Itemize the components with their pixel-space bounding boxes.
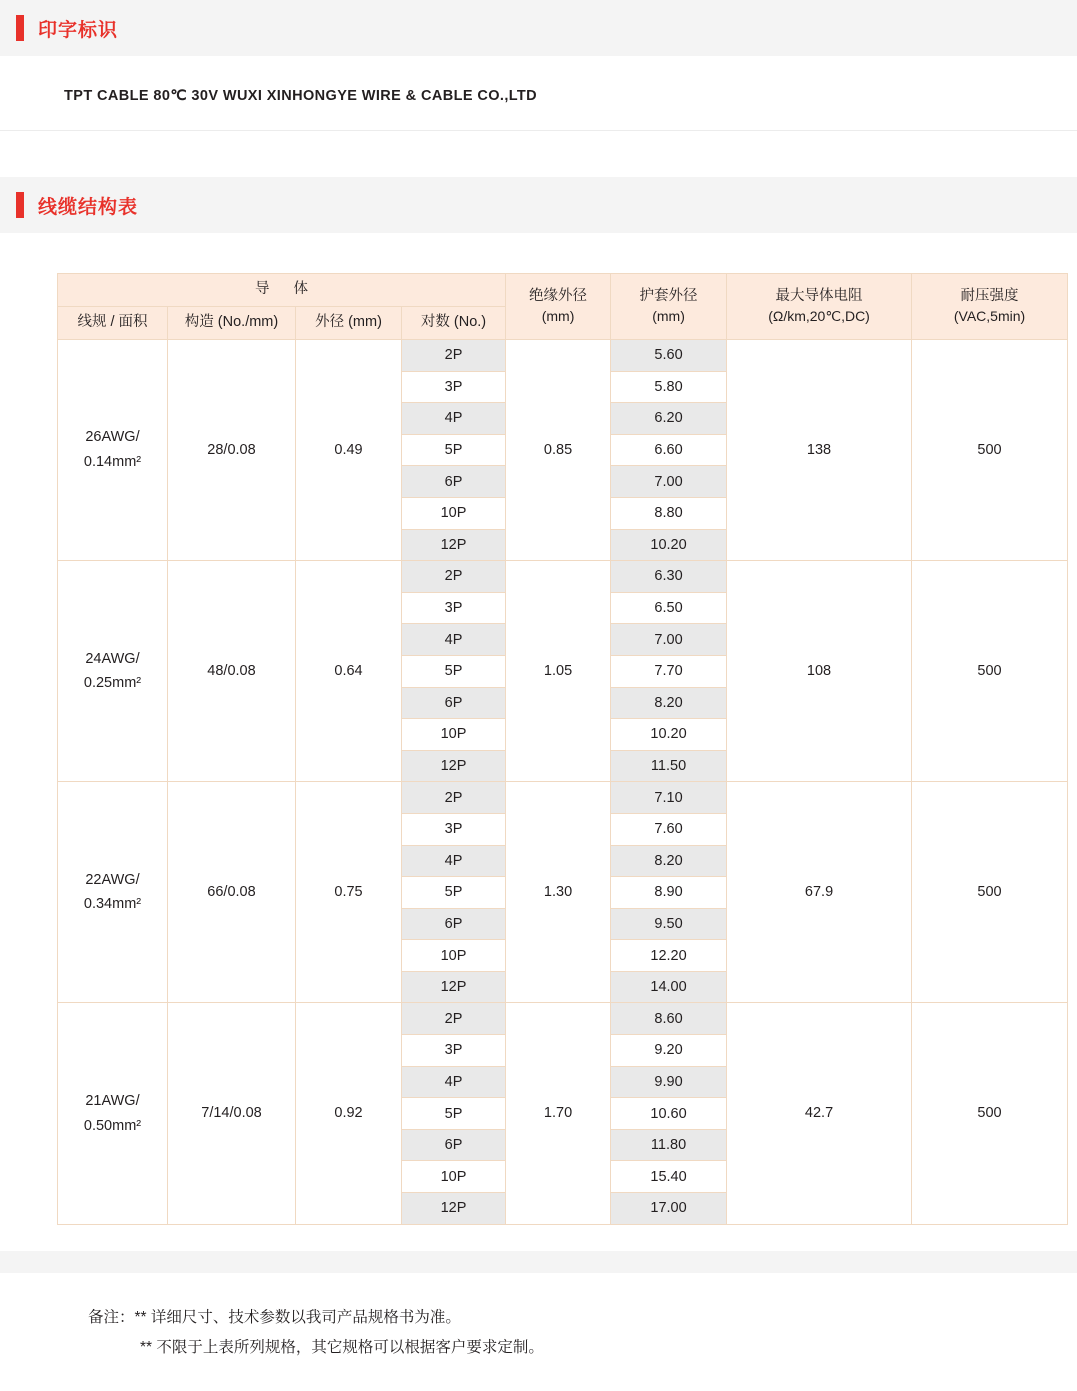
cell-pair-count: 4P <box>402 624 506 656</box>
structure-table-wrapper <box>0 233 1077 1225</box>
table-row <box>58 782 1068 814</box>
cell-jacket-diameter: 10.20 <box>611 719 727 751</box>
cell-jacket-diameter: 17.00 <box>611 1193 727 1225</box>
cell-max-conductor-resistance: 138 <box>727 340 912 561</box>
cell-conductor-outer-diameter: 0.92 <box>296 1003 402 1224</box>
cable-structure-table <box>57 273 1068 1225</box>
cell-dielectric-strength: 500 <box>912 561 1068 782</box>
cell-pair-count: 10P <box>402 940 506 972</box>
header-pair-count: 对数 (No.) <box>402 307 506 340</box>
cell-pair-count: 10P <box>402 1161 506 1193</box>
cell-insulation-diameter: 1.05 <box>506 561 611 782</box>
cell-pair-count: 12P <box>402 1193 506 1225</box>
cell-pair-count: 2P <box>402 340 506 372</box>
cell-pair-count: 6P <box>402 1129 506 1161</box>
cell-jacket-diameter: 7.00 <box>611 466 727 498</box>
section-title-print-marking: 印字标识 <box>38 19 119 41</box>
cell-pair-count: 6P <box>402 687 506 719</box>
cell-pair-count: 10P <box>402 497 506 529</box>
header-insulation-diameter-line1: 绝缘外径 <box>529 288 588 305</box>
table-head-row-1 <box>58 274 1068 307</box>
cell-pair-count: 5P <box>402 655 506 687</box>
cell-jacket-diameter: 5.80 <box>611 371 727 403</box>
print-marking-divider <box>0 130 1077 131</box>
cell-jacket-diameter: 12.20 <box>611 940 727 972</box>
cell-insulation-diameter: 1.70 <box>506 1003 611 1224</box>
cell-jacket-diameter: 8.20 <box>611 687 727 719</box>
cell-jacket-diameter: 11.50 <box>611 750 727 782</box>
cell-insulation-diameter: 0.85 <box>506 340 611 561</box>
cell-pair-count: 3P <box>402 1035 506 1067</box>
header-resistance-line1: 最大导体电阻 <box>775 288 863 305</box>
cell-pair-count: 2P <box>402 561 506 593</box>
cell-pair-count: 4P <box>402 403 506 435</box>
cell-pair-count: 3P <box>402 371 506 403</box>
cell-jacket-diameter: 6.60 <box>611 434 727 466</box>
cell-pair-count: 6P <box>402 908 506 940</box>
header-jacket-diameter-line1: 护套外径 <box>639 288 698 305</box>
cell-gauge-area: 22AWG/ 0.34mm² <box>58 782 168 1003</box>
cell-pair-count: 3P <box>402 813 506 845</box>
header-conductor-group-label: 导 体 <box>255 281 319 298</box>
note-line-2: ** 不限于上表所列规格，其它规格可以根据客户要求定制。 <box>140 1338 544 1356</box>
cell-construction: 66/0.08 <box>168 782 296 1003</box>
cell-jacket-diameter: 10.20 <box>611 529 727 561</box>
cell-jacket-diameter: 7.10 <box>611 782 727 814</box>
cell-conductor-outer-diameter: 0.49 <box>296 340 402 561</box>
cell-jacket-diameter: 9.90 <box>611 1066 727 1098</box>
section-header-structure <box>0 177 1077 233</box>
cell-jacket-diameter: 6.50 <box>611 592 727 624</box>
cell-pair-count: 10P <box>402 719 506 751</box>
cell-jacket-diameter: 6.30 <box>611 561 727 593</box>
header-conductor-group <box>58 274 506 307</box>
cell-construction: 28/0.08 <box>168 340 296 561</box>
cell-max-conductor-resistance: 67.9 <box>727 782 912 1003</box>
notes-block <box>0 1273 1077 1363</box>
cell-pair-count: 5P <box>402 1098 506 1130</box>
header-jacket-diameter <box>611 274 727 340</box>
cell-jacket-diameter: 10.60 <box>611 1098 727 1130</box>
cell-jacket-diameter: 8.60 <box>611 1003 727 1035</box>
table-body <box>58 340 1068 1225</box>
cell-pair-count: 3P <box>402 592 506 624</box>
header-conductor-outer-diameter: 外径 (mm) <box>296 307 402 340</box>
cell-jacket-diameter: 11.80 <box>611 1129 727 1161</box>
header-jacket-diameter-line2: (mm) <box>652 307 685 324</box>
header-resistance-line2: (Ω/km,20℃,DC) <box>768 307 870 324</box>
header-voltage-line1: 耐压强度 <box>960 288 1019 305</box>
table-row <box>58 1003 1068 1035</box>
print-marking-text: TPT CABLE 80℃ 30V WUXI XINHONGYE WIRE & CABLE CO.,LTD <box>64 88 538 104</box>
cell-conductor-outer-diameter: 0.75 <box>296 782 402 1003</box>
cell-jacket-diameter: 9.20 <box>611 1035 727 1067</box>
cell-gauge-area: 26AWG/ 0.14mm² <box>58 340 168 561</box>
note-line-1: 备注：** 详细尺寸、技术参数以我司产品规格书为准。 <box>88 1308 461 1326</box>
header-dielectric-strength <box>912 274 1068 340</box>
table-row <box>58 340 1068 372</box>
cell-dielectric-strength: 500 <box>912 782 1068 1003</box>
cell-dielectric-strength: 500 <box>912 1003 1068 1224</box>
cell-pair-count: 5P <box>402 434 506 466</box>
section-title-structure: 线缆结构表 <box>38 196 139 218</box>
header-construction: 构造 (No./mm) <box>168 307 296 340</box>
cell-pair-count: 5P <box>402 877 506 909</box>
cell-pair-count: 2P <box>402 1003 506 1035</box>
accent-bar-icon <box>16 192 24 218</box>
cell-pair-count: 12P <box>402 529 506 561</box>
cell-gauge-area: 21AWG/ 0.50mm² <box>58 1003 168 1224</box>
cell-jacket-diameter: 7.00 <box>611 624 727 656</box>
cell-jacket-diameter: 6.20 <box>611 403 727 435</box>
cell-construction: 48/0.08 <box>168 561 296 782</box>
cell-conductor-outer-diameter: 0.64 <box>296 561 402 782</box>
cell-insulation-diameter: 1.30 <box>506 782 611 1003</box>
cell-pair-count: 12P <box>402 971 506 1003</box>
header-gauge-area: 线规 / 面积 <box>58 307 168 340</box>
cell-jacket-diameter: 5.60 <box>611 340 727 372</box>
cell-jacket-diameter: 14.00 <box>611 971 727 1003</box>
cell-jacket-diameter: 7.60 <box>611 813 727 845</box>
cell-pair-count: 2P <box>402 782 506 814</box>
cell-pair-count: 4P <box>402 845 506 877</box>
cell-pair-count: 4P <box>402 1066 506 1098</box>
accent-bar-icon <box>16 15 24 41</box>
cell-jacket-diameter: 7.70 <box>611 655 727 687</box>
cell-jacket-diameter: 15.40 <box>611 1161 727 1193</box>
footer-grey-bar <box>0 1251 1077 1273</box>
header-insulation-diameter-line2: (mm) <box>541 307 575 324</box>
table-row <box>58 561 1068 593</box>
cell-pair-count: 6P <box>402 466 506 498</box>
cell-jacket-diameter: 8.20 <box>611 845 727 877</box>
cell-max-conductor-resistance: 42.7 <box>727 1003 912 1224</box>
cell-jacket-diameter: 9.50 <box>611 908 727 940</box>
header-insulation-diameter <box>506 274 611 340</box>
cell-jacket-diameter: 8.90 <box>611 877 727 909</box>
cell-pair-count: 12P <box>402 750 506 782</box>
header-voltage-line2: (VAC,5min) <box>953 307 1026 324</box>
cell-jacket-diameter: 8.80 <box>611 497 727 529</box>
section-header-print-marking <box>0 0 1077 56</box>
header-max-conductor-resistance <box>727 274 912 340</box>
cell-dielectric-strength: 500 <box>912 340 1068 561</box>
cell-max-conductor-resistance: 108 <box>727 561 912 782</box>
table-head <box>58 274 1068 340</box>
cell-gauge-area: 24AWG/ 0.25mm² <box>58 561 168 782</box>
cell-construction: 7/14/0.08 <box>168 1003 296 1224</box>
